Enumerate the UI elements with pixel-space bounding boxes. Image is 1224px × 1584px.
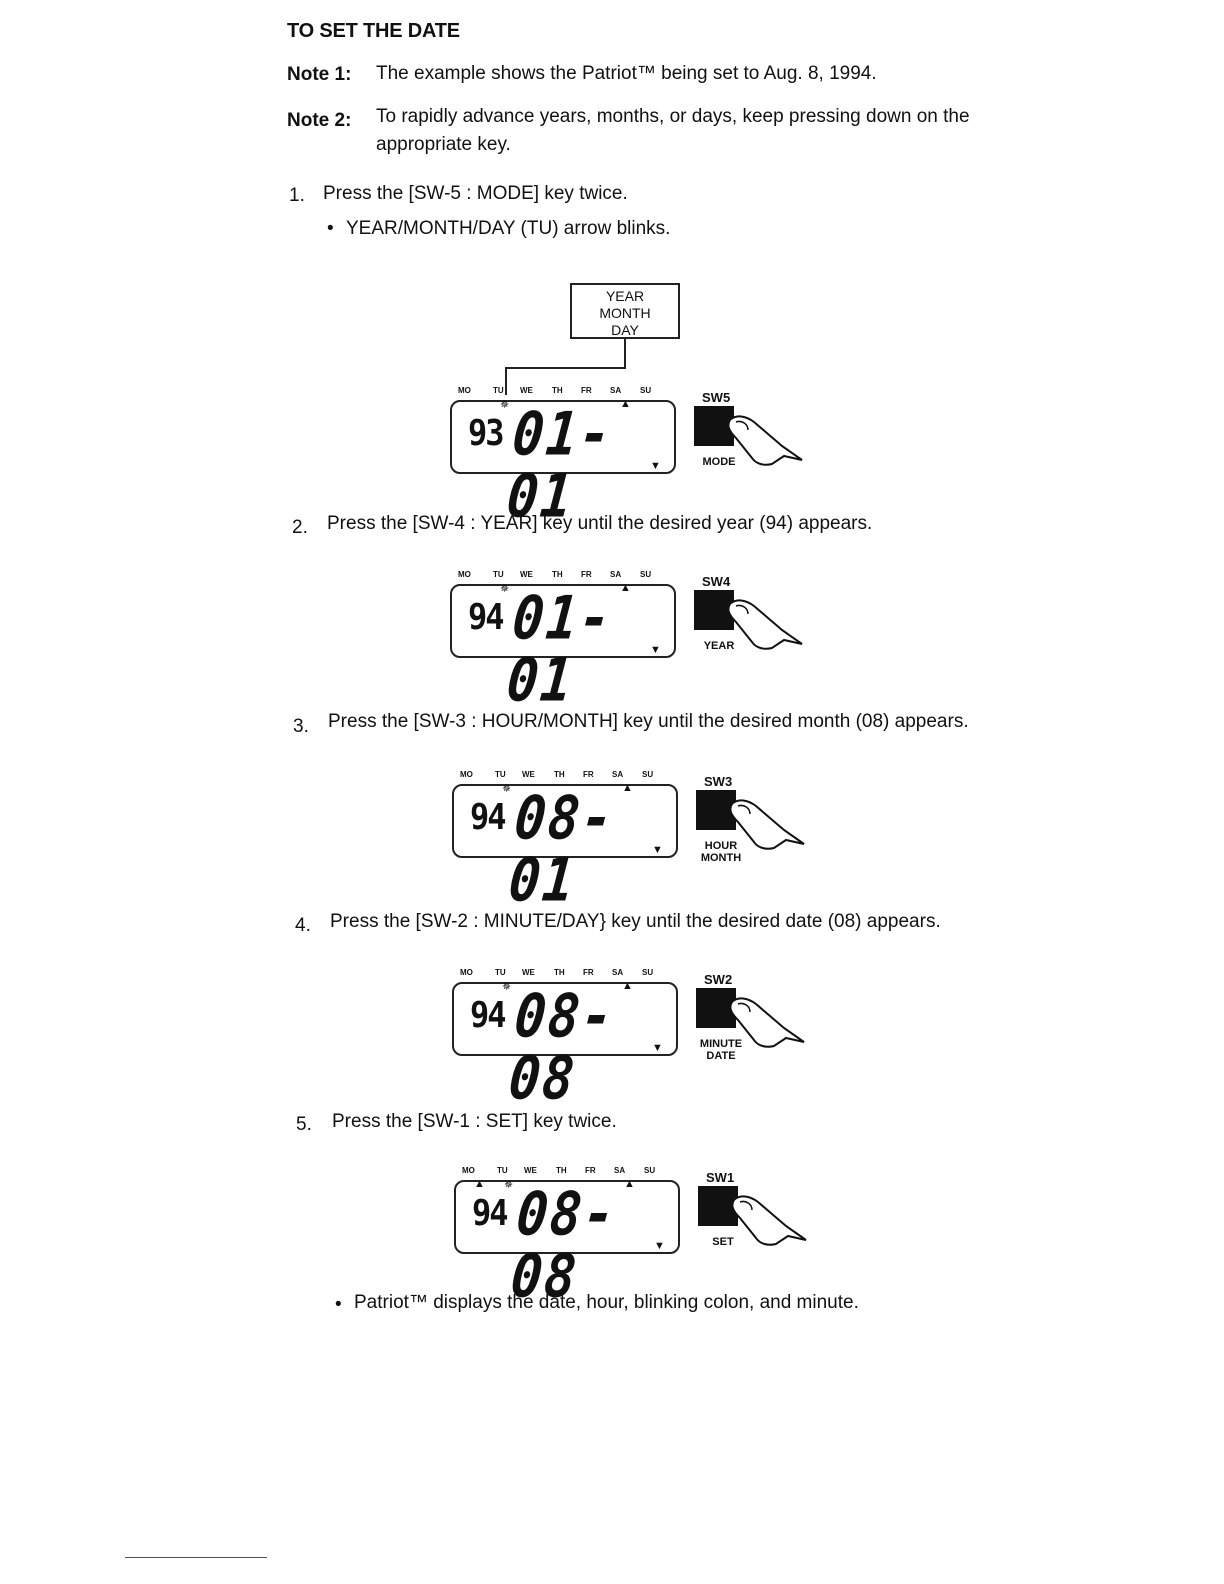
- weekday-label-fr: FR: [583, 968, 594, 977]
- sa-arrow-up-icon: ▲: [622, 980, 633, 992]
- weekday-label-mo: MO: [462, 1166, 475, 1175]
- tu-blink-arrow-icon: ✵: [502, 783, 512, 795]
- weekday-label-we: WE: [522, 770, 535, 779]
- page-title: TO SET THE DATE: [287, 20, 460, 42]
- step-4-number: 4.: [295, 915, 311, 936]
- weekday-labels: [450, 570, 675, 582]
- weekday-label-th: TH: [554, 770, 565, 779]
- step-5-text: Press the [SW-1 : SET] key twice.: [332, 1111, 617, 1132]
- weekday-label-fr: FR: [585, 1166, 596, 1175]
- note-2-label: Note 2:: [287, 110, 352, 131]
- weekday-label-th: TH: [552, 570, 563, 579]
- weekday-labels: [454, 1166, 679, 1178]
- lcd-year-digits: 94: [470, 796, 505, 838]
- weekday-label-sa: SA: [610, 570, 622, 579]
- switch-caption: [694, 456, 744, 468]
- tu-blink-arrow-icon: ✵: [504, 1179, 514, 1191]
- lcd-figure-3: [452, 770, 822, 916]
- callout-line-year: YEAR: [605, 288, 645, 304]
- lcd-display: [452, 980, 678, 1114]
- weekday-label-su: SU: [644, 1166, 656, 1175]
- weekday-label-we: WE: [520, 386, 533, 395]
- weekday-label-sa: SA: [612, 968, 624, 977]
- lcd-year-digits: 94: [470, 994, 505, 1036]
- step-5-number: 5.: [296, 1114, 312, 1135]
- tu-blink-arrow-icon: ✵: [500, 583, 510, 595]
- callout-leader-horizontal: [505, 367, 626, 369]
- weekday-label-th: TH: [552, 386, 563, 395]
- switch-caption-line-2: MONTH: [700, 852, 742, 864]
- lcd-figure-2: [450, 570, 820, 716]
- switch-caption-line-1: SET: [712, 1236, 734, 1248]
- weekday-label-tu: TU: [493, 570, 504, 579]
- weekday-label-fr: FR: [581, 570, 592, 579]
- weekday-label-su: SU: [640, 386, 652, 395]
- switch-label: SW1: [706, 1170, 735, 1185]
- note-2-text: To rapidly advance years, months, or days, keep pressing down on the appropriate key.: [376, 106, 970, 155]
- callout-leader-vertical: [624, 339, 626, 369]
- note-1-label: Note 1:: [287, 64, 352, 85]
- switch-label: SW2: [704, 972, 733, 987]
- switch-caption-line-1: MODE: [702, 456, 736, 468]
- down-arrow-icon: ▼: [650, 460, 661, 472]
- lcd-date-digits: 01-01: [504, 400, 616, 532]
- lcd-date-digits: 08-08: [508, 1180, 620, 1312]
- weekday-label-su: SU: [640, 570, 652, 579]
- weekday-label-mo: MO: [460, 770, 473, 779]
- step-1-bullet-dot: •: [327, 218, 334, 239]
- switch-caption-line-1: MINUTE: [699, 1038, 743, 1050]
- lcd-year-digits: 93: [468, 412, 503, 454]
- mo-arrow-icon: ▲: [474, 1178, 485, 1190]
- weekday-label-we: WE: [524, 1166, 537, 1175]
- lcd-date-digits: 08-08: [506, 982, 618, 1114]
- step-1-bullet-text: YEAR/MONTH/DAY (TU) arrow blinks.: [346, 218, 671, 239]
- switch-label: SW4: [702, 574, 731, 589]
- step-4-text: Press the [SW-2 : MINUTE/DAY} key until the desired date (08) appears.: [330, 911, 941, 932]
- lcd-display: [450, 398, 676, 532]
- callout-line-day: DAY: [611, 322, 639, 338]
- switch-caption: [696, 840, 746, 864]
- weekday-labels: [452, 968, 677, 980]
- weekday-label-tu: TU: [493, 386, 504, 395]
- step-2-number: 2.: [292, 517, 308, 538]
- tu-blink-arrow-icon: ✵: [500, 399, 510, 411]
- lcd-display: [454, 1178, 680, 1312]
- weekday-label-mo: MO: [460, 968, 473, 977]
- weekday-label-sa: SA: [614, 1166, 626, 1175]
- down-arrow-icon: ▼: [654, 1240, 665, 1252]
- lcd-year-digits: 94: [472, 1192, 507, 1234]
- switch-caption-line-1: HOUR: [704, 840, 738, 852]
- footer-rule: [125, 1557, 267, 1558]
- weekday-label-th: TH: [554, 968, 565, 977]
- sa-arrow-up-icon: ▲: [620, 398, 631, 410]
- step-5-bullet-dot: •: [335, 1294, 342, 1315]
- sa-arrow-up-icon: ▲: [620, 582, 631, 594]
- year-month-day-callout: [570, 283, 680, 339]
- sa-arrow-up-icon: ▲: [622, 782, 633, 794]
- lcd-date-digits: 08-01: [506, 784, 618, 916]
- down-arrow-icon: ▼: [650, 644, 661, 656]
- note-1-text: The example shows the Patriot™ being set to Aug. 8, 1994.: [376, 63, 877, 84]
- step-3-number: 3.: [293, 716, 309, 737]
- weekday-label-tu: TU: [495, 770, 506, 779]
- switch-caption-line-2: DATE: [706, 1050, 736, 1062]
- weekday-labels: [452, 770, 677, 782]
- callout-line-month: MONTH: [599, 305, 651, 321]
- lcd-date-digits: 01-01: [504, 584, 616, 716]
- weekday-label-sa: SA: [612, 770, 624, 779]
- sa-arrow-up-icon: ▲: [624, 1178, 635, 1190]
- switch-label: SW5: [702, 390, 731, 405]
- weekday-label-th: TH: [556, 1166, 567, 1175]
- weekday-label-su: SU: [642, 968, 654, 977]
- step-1-text: Press the [SW-5 : MODE] key twice.: [323, 183, 628, 204]
- lcd-year-digits: 94: [468, 596, 503, 638]
- step-3-text: Press the [SW-3 : HOUR/MONTH] key until the desired month (08) appears.: [328, 711, 969, 732]
- step-2-text: Press the [SW-4 : YEAR] key until the desired year (94) appears.: [327, 513, 873, 534]
- weekday-label-su: SU: [642, 770, 654, 779]
- down-arrow-icon: ▼: [652, 1042, 663, 1054]
- switch-caption: [696, 1038, 746, 1062]
- weekday-label-sa: SA: [610, 386, 622, 395]
- weekday-label-tu: TU: [495, 968, 506, 977]
- weekday-label-mo: MO: [458, 570, 471, 579]
- weekday-label-tu: TU: [497, 1166, 508, 1175]
- step-1-number: 1.: [289, 185, 305, 206]
- lcd-figure-4: [452, 968, 822, 1114]
- switch-label: SW3: [704, 774, 733, 789]
- weekday-label-mo: MO: [458, 386, 471, 395]
- step-5-bullet-text: Patriot™ displays the date, hour, blinking colon, and minute.: [354, 1292, 859, 1313]
- weekday-label-fr: FR: [583, 770, 594, 779]
- weekday-label-we: WE: [522, 968, 535, 977]
- down-arrow-icon: ▼: [652, 844, 663, 856]
- lcd-display: [452, 782, 678, 916]
- lcd-display: [450, 582, 676, 716]
- switch-caption: [694, 640, 744, 652]
- weekday-label-fr: FR: [581, 386, 592, 395]
- tu-blink-arrow-icon: ✵: [502, 981, 512, 993]
- switch-caption: [698, 1236, 748, 1248]
- weekday-labels: [450, 386, 675, 398]
- weekday-label-we: WE: [520, 570, 533, 579]
- switch-caption-line-1: YEAR: [703, 640, 735, 652]
